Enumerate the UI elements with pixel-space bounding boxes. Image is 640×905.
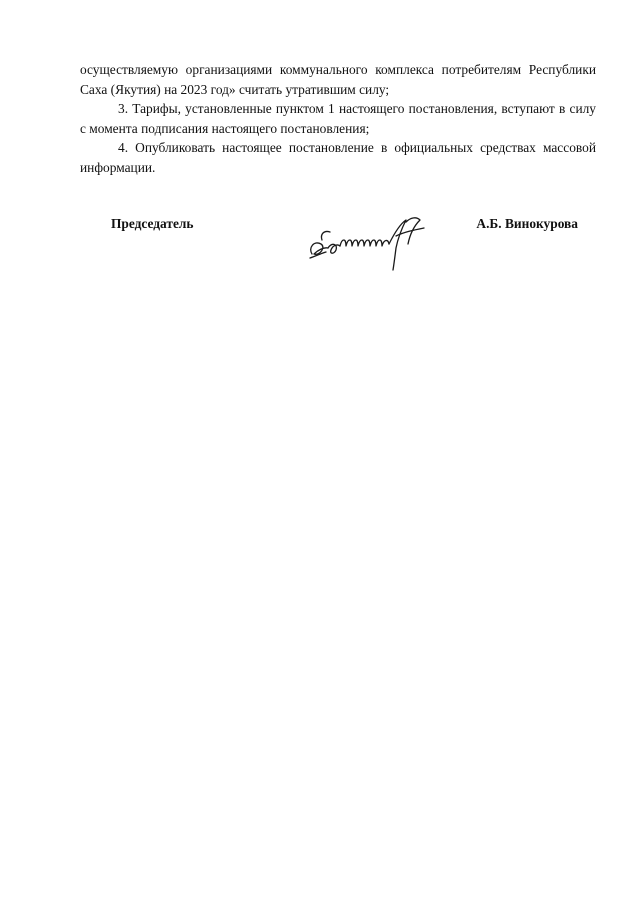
- signatory-role: Председатель: [111, 216, 194, 231]
- signatory-name: А.Б. Винокурова: [476, 216, 578, 231]
- paragraph-item-4: 4. Опубликовать настоящее постановление в официальных средствах массовой информации.: [80, 140, 596, 175]
- document-body: [80, 60, 596, 177]
- handwritten-signature-icon: [306, 214, 434, 276]
- paragraph-item-3: 3. Тарифы, установленные пунктом 1 настоящего постановления, вступают в силу с момента подписания настоящего постановления;: [80, 101, 596, 136]
- signature-block: [80, 210, 596, 280]
- paragraph-continuation: осуществляемую организациями коммунального комплекса потребителям Республики Саха (Якутия) на 2023 год» считать утратившим силу;: [80, 62, 596, 97]
